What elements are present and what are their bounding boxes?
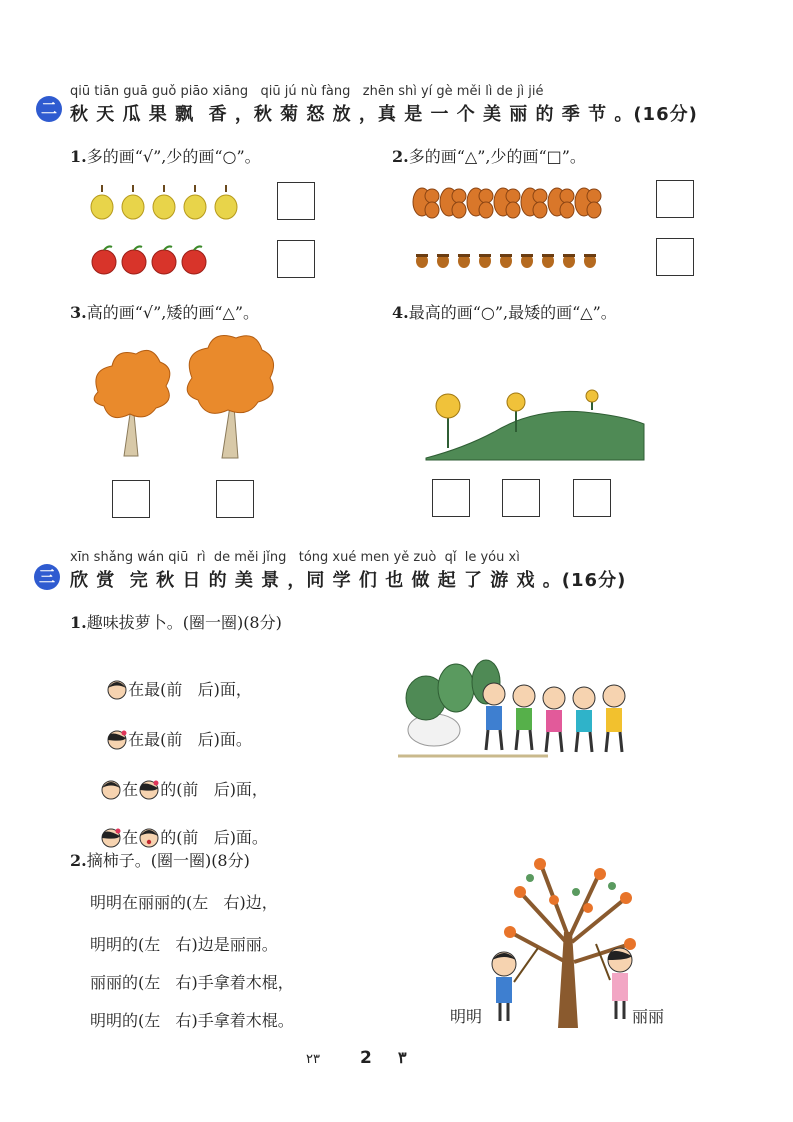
lili-girl-icon [596, 944, 632, 1019]
footer-right-mark: ٣ [398, 1048, 407, 1067]
mingming-boy-icon [492, 948, 538, 1021]
hill-shape [426, 411, 644, 460]
section3-heading: 欣 赏 完 秋 日 的 美 景 ，同 学 们 也 做 起 了 游 戏 。(16分) [70, 570, 627, 591]
carrot-line-3 [90, 758, 268, 800]
section2-pinyin: qiū tiān guā guǒ piāo xiāng qiū jú nù fàng zhēn shì yí gè měi lì de jì jié [70, 84, 544, 99]
girl-head-icon [106, 728, 128, 750]
girl-head-icon [100, 826, 122, 848]
question-text: 摘柿子。(圈一圈)(8分) [86, 851, 250, 870]
question-3-1 [70, 610, 282, 633]
autumn-trees-illustration [88, 334, 288, 464]
carrot-line-4 [90, 806, 268, 848]
carrot-line-2 [96, 708, 252, 750]
section3-pinyin: xīn shǎng wán qiū rì de měi jǐng tóng xué men yě zuò qǐ le yóu xì [70, 550, 520, 565]
question-text: 多的画“√”,少的画“○”。 [86, 147, 261, 166]
line-text: 在最(前 后)面， [128, 680, 252, 699]
question-number: 1. [70, 147, 87, 166]
girl-head-icon [138, 778, 160, 800]
answer-box-pears[interactable] [277, 182, 315, 220]
answer-box-squirrels[interactable] [656, 180, 694, 218]
boy-head-icon [106, 678, 128, 700]
persimmon-line-1: 明明在丽丽的(左 右)边， [90, 893, 278, 912]
radish-icon [406, 660, 500, 746]
answer-box-tree-tall[interactable] [216, 480, 254, 518]
question-3-2 [70, 848, 250, 871]
line-text: 在最(前 后)面。 [128, 730, 252, 749]
question-text: 多的画“△”,少的画“□”。 [408, 147, 586, 166]
apple-icon [92, 246, 206, 274]
line-text: 的(前 后)面， [160, 780, 268, 799]
crying-girl-head-icon [138, 826, 160, 848]
zai-text: 在 [122, 828, 139, 847]
question-2-3 [70, 300, 259, 323]
chrysanthemum-hill-illustration [424, 386, 646, 462]
answer-box-acorns[interactable] [656, 238, 694, 276]
pear-icon [91, 185, 237, 219]
answer-box-apples[interactable] [277, 240, 315, 278]
question-number: 2. [392, 147, 409, 166]
question-2-1 [70, 144, 261, 167]
pears-row [88, 182, 248, 222]
section2-badge: 二 [36, 96, 62, 122]
question-text: 最高的画“○”,最矮的画“△”。 [408, 303, 617, 322]
boy-head-icon [100, 778, 122, 800]
label-mingming: 明明 [450, 1007, 483, 1026]
answer-box-flower-3[interactable] [573, 479, 611, 517]
question-number: 1. [70, 613, 87, 632]
question-number: 4. [392, 303, 409, 322]
zai-text: 在 [122, 780, 139, 799]
carrot-line-1 [96, 658, 252, 700]
question-number: 3. [70, 303, 87, 322]
answer-box-flower-2[interactable] [502, 479, 540, 517]
acorns-row [414, 248, 606, 270]
question-text: 高的画“√”,矮的画“△”。 [86, 303, 260, 322]
section3-badge: 三 [34, 564, 60, 590]
line-text: 的(前 后)面。 [160, 828, 268, 847]
persimmon-line-3: 丽丽的(左 右)手拿着木棍， [90, 973, 294, 992]
question-2-2 [392, 144, 586, 167]
answer-box-tree-short[interactable] [112, 480, 150, 518]
apples-row [90, 244, 220, 276]
section2-heading: 秋 天 瓜 果 飘 香 ，秋 菊 怒 放 ，真 是 一 个 美 丽 的 季 节 。(16分) [70, 104, 698, 125]
question-2-4 [392, 300, 617, 323]
question-number: 2. [70, 851, 87, 870]
acorn-icon [416, 254, 596, 268]
page-number: 2 [360, 1048, 372, 1068]
label-lili: 丽丽 [632, 1007, 665, 1026]
question-text: 趣味拔萝卜。(圈一圈)(8分) [86, 613, 282, 632]
squirrels-row [412, 182, 608, 222]
answer-box-flower-1[interactable] [432, 479, 470, 517]
pulling-carrot-illustration [398, 652, 648, 772]
footer-left-mark: ٢٣ [306, 1052, 320, 1067]
tall-tree-icon [187, 336, 273, 458]
squirrel-icon [413, 188, 601, 218]
short-tree-icon [94, 350, 170, 456]
persimmon-line-2: 明明的(左 右)边是丽丽。 [90, 935, 278, 954]
children-group-icon [483, 683, 625, 752]
persimmon-tree-illustration [480, 852, 650, 1032]
persimmon-line-4: 明明的(左 右)手拿着木棍。 [90, 1011, 294, 1030]
